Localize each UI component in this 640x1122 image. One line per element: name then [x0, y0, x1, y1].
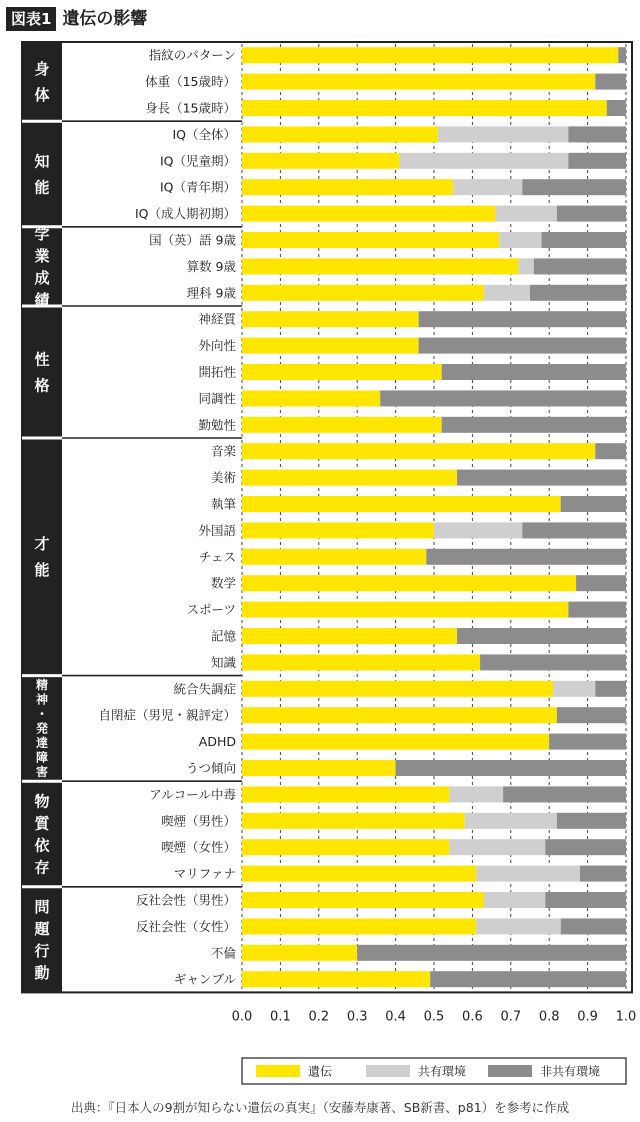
figure-number-tag: 図表1 [6, 7, 56, 31]
group-label-char: 動 [34, 964, 50, 982]
row-label: 執筆 [210, 496, 236, 512]
x-tick-label: 0.5 [423, 1009, 445, 1025]
group-label-char: 能 [34, 178, 50, 197]
heredity-bar [242, 364, 442, 380]
shared-env-bar [434, 522, 522, 538]
row-label: 同調性 [198, 390, 236, 406]
nonshared-env-bar [568, 602, 626, 618]
shared-env-bar [484, 285, 530, 301]
nonshared-env-bar [530, 285, 626, 301]
nonshared-env-bar [595, 681, 626, 697]
legend-swatch-heredity [256, 1065, 300, 1077]
x-tick-label: 0.2 [308, 1009, 330, 1025]
x-tick-label: 1.0 [615, 1009, 637, 1025]
heredity-bar [242, 760, 396, 776]
shared-env-bar [453, 179, 522, 195]
shared-env-bar [449, 786, 503, 802]
row-label: 算数 9歳 [186, 258, 236, 274]
heredity-bar [242, 417, 442, 433]
heredity-bar [242, 918, 476, 934]
group-label-char: 達 [35, 736, 49, 751]
shared-env-bar [518, 258, 533, 274]
heredity-bar [242, 892, 484, 908]
nonshared-env-bar [607, 100, 626, 116]
heredity-bar [242, 311, 419, 327]
row-label: 反社会性（女性） [135, 918, 236, 934]
heredity-bar [242, 496, 561, 512]
chart-title: 遺伝の影響 [62, 9, 148, 29]
heredity-bar [242, 74, 595, 90]
shared-env-bar [484, 892, 545, 908]
legend-label: 非共有環境 [540, 1064, 601, 1079]
nonshared-env-bar [561, 496, 626, 512]
legend-label: 共有環境 [418, 1064, 467, 1079]
nonshared-env-bar [542, 232, 626, 248]
nonshared-env-bar [568, 153, 626, 169]
nonshared-env-bar [545, 892, 626, 908]
row-label: 神経質 [198, 311, 236, 327]
row-label: 知識 [210, 654, 236, 670]
heredity-bar [242, 179, 453, 195]
group-label-char: 存 [34, 858, 50, 877]
group-label-char: 質 [34, 814, 50, 833]
row-label: 外向性 [198, 338, 236, 354]
heredity-bar [242, 100, 607, 116]
nonshared-env-bar [557, 206, 626, 222]
group-label-char: 身 [34, 60, 50, 78]
row-label: 統合失調症 [173, 681, 236, 697]
nonshared-env-bar [480, 654, 626, 670]
heredity-bar [242, 945, 357, 961]
heredity-bar [242, 390, 380, 406]
heredity-bar [242, 338, 419, 354]
legend-label: 遺伝 [308, 1064, 333, 1079]
heredity-bar [242, 734, 549, 750]
nonshared-env-bar [380, 390, 626, 406]
group-label-char: 学 [34, 224, 50, 243]
group-label-char: 問 [34, 898, 50, 916]
nonshared-env-bar [576, 575, 626, 591]
heredity-bar [242, 707, 557, 723]
group-label-char: 格 [34, 376, 50, 395]
heredity-bar [242, 971, 430, 987]
nonshared-env-bar [595, 443, 626, 459]
nonshared-env-bar [419, 311, 626, 327]
nonshared-env-bar [618, 47, 626, 63]
heredity-bar [242, 47, 618, 63]
heredity-bar [242, 153, 399, 169]
shared-env-bar [438, 126, 569, 142]
group-label-char: 発 [35, 721, 49, 736]
x-tick-label: 0.1 [270, 1009, 291, 1025]
nonshared-env-bar [503, 786, 626, 802]
heredity-bar [242, 285, 484, 301]
group-label-char: 題 [34, 920, 50, 938]
group-label-char: 障 [35, 750, 49, 765]
shared-env-bar [449, 839, 545, 855]
heredity-bar [242, 258, 518, 274]
row-label: IQ（成人期初期） [134, 206, 236, 222]
heredity-bar [242, 866, 476, 882]
heredity-bar [242, 522, 434, 538]
x-tick-label: 0.4 [385, 1009, 406, 1025]
row-label: IQ（児童期） [159, 153, 236, 169]
nonshared-env-bar [549, 734, 626, 750]
row-label: ギャンブル [173, 971, 236, 987]
row-label: 開拓性 [198, 364, 236, 380]
row-label: IQ（全体） [172, 126, 236, 142]
group-label-char: 精 [35, 678, 49, 693]
shared-env-bar [476, 918, 560, 934]
nonshared-env-bar [396, 760, 626, 776]
heredity-bar [242, 813, 465, 829]
group-label-char: 神 [35, 692, 49, 707]
row-label: 勤勉性 [198, 417, 236, 433]
row-label: 美術 [210, 470, 236, 486]
row-label: 指紋のパターン [148, 47, 236, 63]
row-label: 身長（15歳時） [145, 100, 236, 116]
nonshared-env-bar [534, 258, 626, 274]
group-label-char: 知 [34, 152, 50, 171]
nonshared-env-bar [430, 971, 626, 987]
row-label: IQ（青年期） [159, 179, 236, 195]
group-label-char: 物 [34, 792, 50, 811]
x-tick-label: 0.3 [346, 1009, 368, 1025]
row-label: うつ傾向 [185, 760, 236, 776]
group-label-char: 才 [34, 535, 50, 554]
nonshared-env-bar [457, 628, 626, 644]
row-label: 理科 9歳 [186, 285, 236, 301]
row-label: 体重（15歳時） [145, 74, 236, 90]
shared-env-bar [495, 206, 556, 222]
row-label: 喫煙（女性） [160, 839, 236, 855]
nonshared-env-bar [357, 945, 626, 961]
x-tick-label: 0.9 [577, 1009, 598, 1025]
row-label: アルコール中毒 [149, 786, 236, 802]
nonshared-env-bar [568, 126, 626, 142]
nonshared-env-bar [557, 707, 626, 723]
heredity-bar [242, 232, 499, 248]
nonshared-env-bar [419, 338, 626, 354]
row-label: スポーツ [186, 602, 236, 618]
group-label-char: 依 [34, 836, 50, 855]
x-tick-label: 0.7 [500, 1009, 522, 1025]
heredity-bar [242, 575, 576, 591]
nonshared-env-bar [442, 417, 626, 433]
row-label: 記憶 [210, 628, 236, 644]
shared-env-bar [399, 153, 568, 169]
row-label: 自閉症（男児・親評定） [98, 707, 236, 723]
heredity-bar [242, 443, 595, 459]
nonshared-env-bar [545, 839, 626, 855]
nonshared-env-bar [522, 522, 626, 538]
group-label-char: 績 [34, 290, 50, 309]
row-label: 外国語 [198, 522, 236, 538]
row-label: ADHD [198, 734, 236, 750]
row-label: チェス [198, 549, 236, 565]
legend-swatch-nonshared [488, 1065, 532, 1077]
nonshared-env-bar [522, 179, 626, 195]
row-label: 不倫 [210, 945, 236, 961]
group-label-char: 体 [34, 86, 50, 104]
heredity-bar [242, 654, 480, 670]
nonshared-env-bar [561, 918, 626, 934]
row-label: マリファナ [173, 866, 236, 882]
row-label: 国（英）語 9歳 [149, 232, 236, 248]
x-tick-label: 0.8 [538, 1009, 560, 1025]
x-tick-label: 0.6 [462, 1009, 483, 1025]
nonshared-env-bar [426, 549, 626, 565]
group-label-char: 業 [34, 246, 50, 265]
group-label-char: 能 [34, 561, 50, 580]
heredity-bar [242, 628, 457, 644]
nonshared-env-bar [442, 364, 626, 380]
shared-env-bar [476, 866, 580, 882]
nonshared-env-bar [557, 813, 626, 829]
shared-env-bar [465, 813, 557, 829]
group-label-char: 行 [34, 942, 50, 960]
heredity-bar [242, 126, 438, 142]
group-label-char: 害 [35, 765, 49, 780]
heredity-bar [242, 470, 457, 486]
heredity-bar [242, 549, 426, 565]
heredity-bar [242, 681, 553, 697]
heredity-bar [242, 602, 568, 618]
shared-env-bar [499, 232, 541, 248]
shared-env-bar [553, 681, 595, 697]
row-label: 喫煙（男性） [160, 813, 236, 829]
source-note: 出典：『日本人の9割が知らない遺伝の真実』（安藤寿康著、SB新書、p81）を参考に作成 [70, 1100, 570, 1115]
nonshared-env-bar [457, 470, 626, 486]
heredity-bar [242, 839, 449, 855]
row-label: 数学 [210, 575, 236, 591]
x-tick-label: 0.0 [231, 1009, 253, 1025]
nonshared-env-bar [580, 866, 626, 882]
heredity-bar [242, 206, 495, 222]
legend-swatch-shared [366, 1065, 410, 1077]
row-label: 音楽 [210, 443, 236, 459]
group-label-char: 成 [34, 268, 50, 287]
group-label-char: ・ [35, 707, 49, 722]
nonshared-env-bar [595, 74, 626, 90]
group-label-char: 性 [34, 350, 50, 369]
row-label: 反社会性（男性） [135, 892, 236, 908]
heredity-bar [242, 786, 449, 802]
